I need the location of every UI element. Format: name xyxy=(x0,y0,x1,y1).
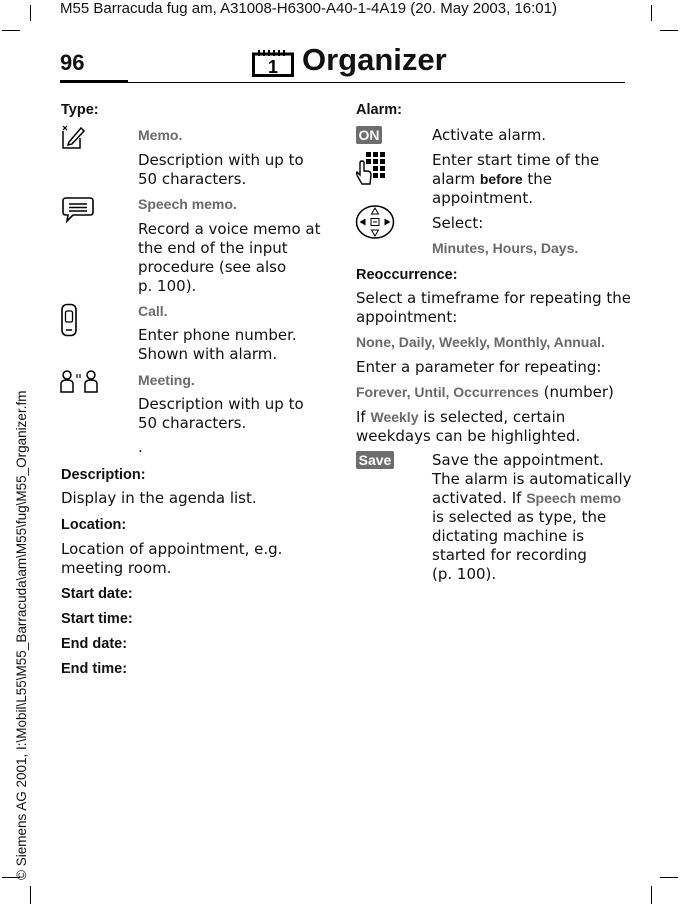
save-key-badge: Save xyxy=(356,451,394,469)
nav-key-icon xyxy=(355,204,395,240)
crop-mark xyxy=(2,30,20,31)
speech-memo-description: Record a voice memo at the end of the input procedure (see also p. 100). xyxy=(138,220,321,295)
meeting-title: Meeting. xyxy=(138,372,195,388)
location-label: Location: xyxy=(61,517,127,533)
crop-mark xyxy=(30,886,31,904)
print-header-meta: M55 Barracuda fug am, A31008-H6300-A40-1-4A19 (20. May 2003, 16:01) xyxy=(60,0,557,17)
weekly-text: If Weekly is selected, certain weekdays can be highlighted. xyxy=(356,408,581,445)
keypad-icon xyxy=(355,151,387,187)
select-text: Select: xyxy=(432,214,484,232)
location-text: Location of appointment, e.g. meeting room. xyxy=(61,540,283,577)
document-path: © Siemens AG 2001, I:\Mobil\L55\M55_Barracuda\am\M55\fug\M55_Organizer.fm xyxy=(14,390,29,880)
meeting-description: Description with up to 50 characters. . xyxy=(138,395,304,456)
parameter-options-line: Forever, Until, Occurrences (number) xyxy=(356,383,614,401)
chapter-title: Organizer xyxy=(302,42,447,77)
call-title: Call. xyxy=(138,303,168,319)
select-options: Minutes, Hours, Days. xyxy=(432,240,579,256)
meeting-icon xyxy=(59,369,99,393)
reoccurrence-label: Reoccurrence: xyxy=(356,267,458,283)
type-label: Type: xyxy=(61,102,99,118)
crop-mark xyxy=(651,886,652,904)
crop-mark xyxy=(660,30,678,31)
page-number-rule xyxy=(60,80,128,83)
reoccurrence-text: Select a timeframe for repeating the appointment: xyxy=(356,289,632,326)
end-time-label: End time: xyxy=(61,661,128,677)
crop-mark xyxy=(30,5,31,21)
description-label: Description: xyxy=(61,467,146,483)
alarm-label: Alarm: xyxy=(356,102,402,118)
header-rule xyxy=(128,82,625,83)
save-text: Save the appointment. The alarm is automatically activated. If Speech memo is selected as type, the dictating machine is started for recording (p. 100). xyxy=(432,451,632,583)
memo-icon xyxy=(61,124,87,150)
keypad-text: Enter start time of the alarm before the appointment. xyxy=(432,151,600,207)
end-date-label: End date: xyxy=(61,636,128,652)
calendar-icon-number: 1 xyxy=(267,57,279,77)
on-key-badge: ON xyxy=(356,126,382,144)
crop-mark xyxy=(660,877,678,878)
memo-title: Memo. xyxy=(138,127,183,143)
call-description: Enter phone number. Shown with alarm. xyxy=(138,326,297,363)
description-text: Display in the agenda list. xyxy=(61,489,257,507)
phone-icon xyxy=(58,303,80,337)
memo-description: Description with up to 50 characters. xyxy=(138,151,304,188)
reoccurrence-options: None, Daily, Weekly, Monthly, Annual. xyxy=(356,334,605,350)
speech-bubble-icon xyxy=(61,196,95,224)
speech-memo-title: Speech memo. xyxy=(138,196,237,212)
page-number: 96 xyxy=(60,50,85,75)
start-date-label: Start date: xyxy=(61,586,133,602)
on-key-text: Activate alarm. xyxy=(432,126,547,144)
start-time-label: Start time: xyxy=(61,611,133,627)
calendar-icon xyxy=(252,50,294,77)
parameter-text: Enter a parameter for repeating: xyxy=(356,358,602,376)
